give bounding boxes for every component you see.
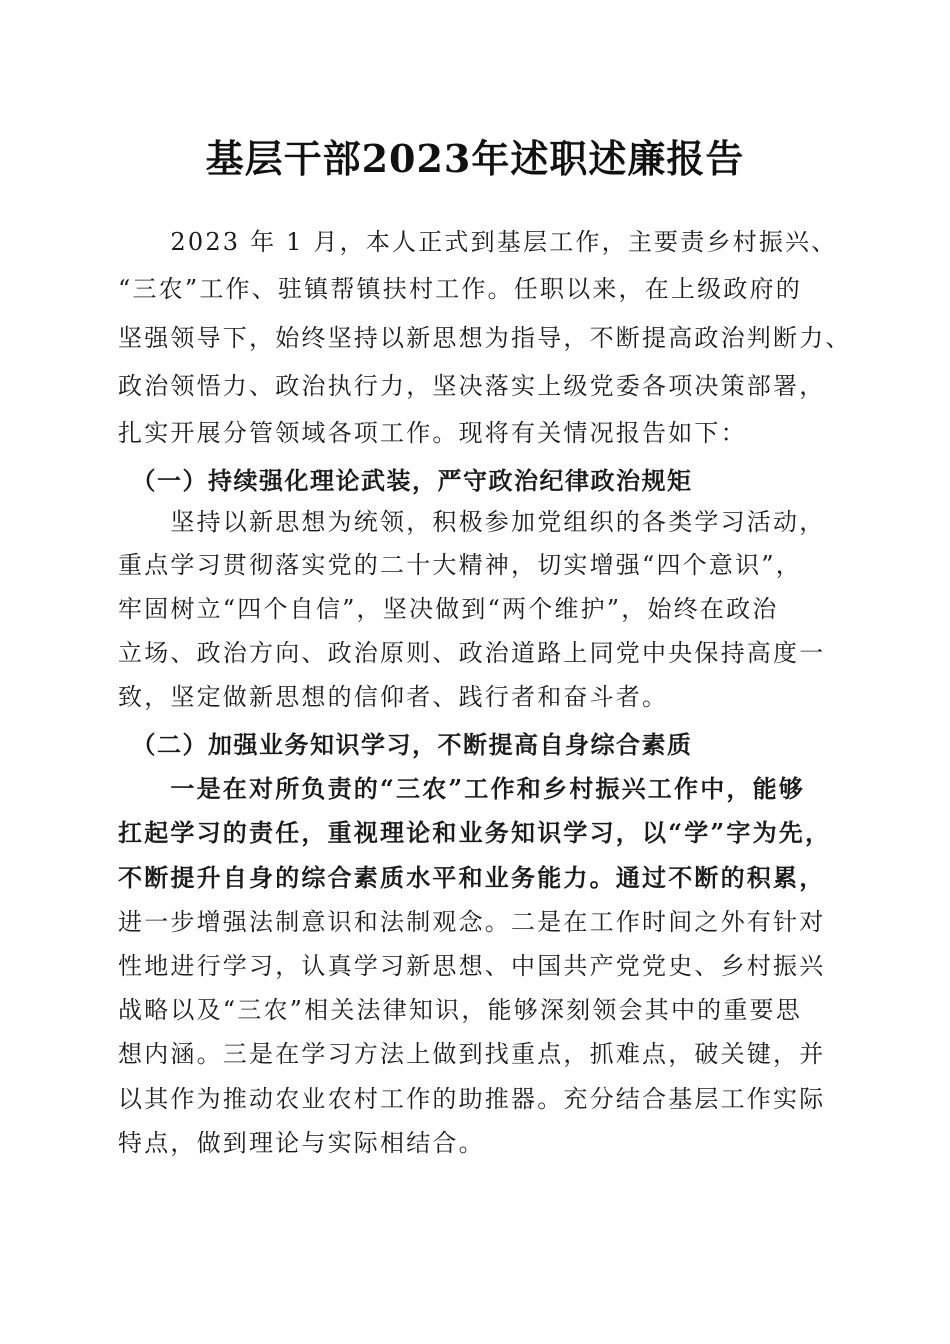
paragraph-line: 扎实开展分管领域各项工作。现将有关情况报告如下： <box>118 419 747 447</box>
section-heading-1: （一）持续强化理论武装，严守政治纪律政治规矩 <box>118 466 693 495</box>
paragraph-line: 坚强领导下，始终坚持以新思想为指导，不断提高政治判断力、 <box>118 324 852 352</box>
paragraph-line: 战略以及“三农”相关法律知识，能够深刻领会其中的重要思 <box>118 996 802 1024</box>
paragraph-line: 扛起学习的责任，重视理论和业务知识学习，以“学”字为先， <box>118 818 832 847</box>
paragraph-line: 特点，做到理论与实际相结合。 <box>118 1129 485 1157</box>
section-heading-2: （二）加强业务知识学习，不断提高自身综合素质 <box>118 730 693 759</box>
paragraph-line: 立场、政治方向、政治原则、政治道路上同党中央保持高度一 <box>118 639 826 667</box>
paragraph-line: 重点学习贯彻落实党的二十大精神，切实增强“四个意识”， <box>118 551 802 579</box>
document-title: 基层干部2023年述职述廉报告 <box>205 136 745 181</box>
paragraph-line: 2023 年 1 月，本人正式到基层工作，主要责乡村振兴、 <box>118 228 838 256</box>
paragraph-line: 进一步增强法制意识和法制观念。二是在工作时间之外有针对 <box>118 908 826 936</box>
paragraph-line: 以其作为推动农业农村工作的助推器。充分结合基层工作实际 <box>118 1085 826 1113</box>
paragraph-line: 想内涵。三是在学习方法上做到找重点，抓难点，破关键，并 <box>118 1040 826 1068</box>
paragraph-line: 性地进行学习，认真学习新思想、中国共产党党史、乡村振兴 <box>118 952 826 980</box>
paragraph-line: 致，坚定做新思想的信仰者、践行者和奋斗者。 <box>118 683 669 711</box>
paragraph-line: 政治领悟力、政治执行力，坚决落实上级党委各项决策部署， <box>118 372 826 400</box>
paragraph-line: 一是在对所负责的“三农”工作和乡村振兴工作中，能够 <box>118 774 806 803</box>
paragraph-line: 坚持以新思想为统领，积极参加党组织的各类学习活动， <box>118 508 826 536</box>
paragraph-line: 牢固树立“四个自信”，坚决做到“两个维护”，始终在政治 <box>118 595 779 623</box>
paragraph-line: “三农”工作、驻镇帮镇扶村工作。任职以来，在上级政府的 <box>118 275 802 303</box>
paragraph-line: 不断提升自身的综合素质水平和业务能力。通过不断的积累， <box>118 863 826 892</box>
